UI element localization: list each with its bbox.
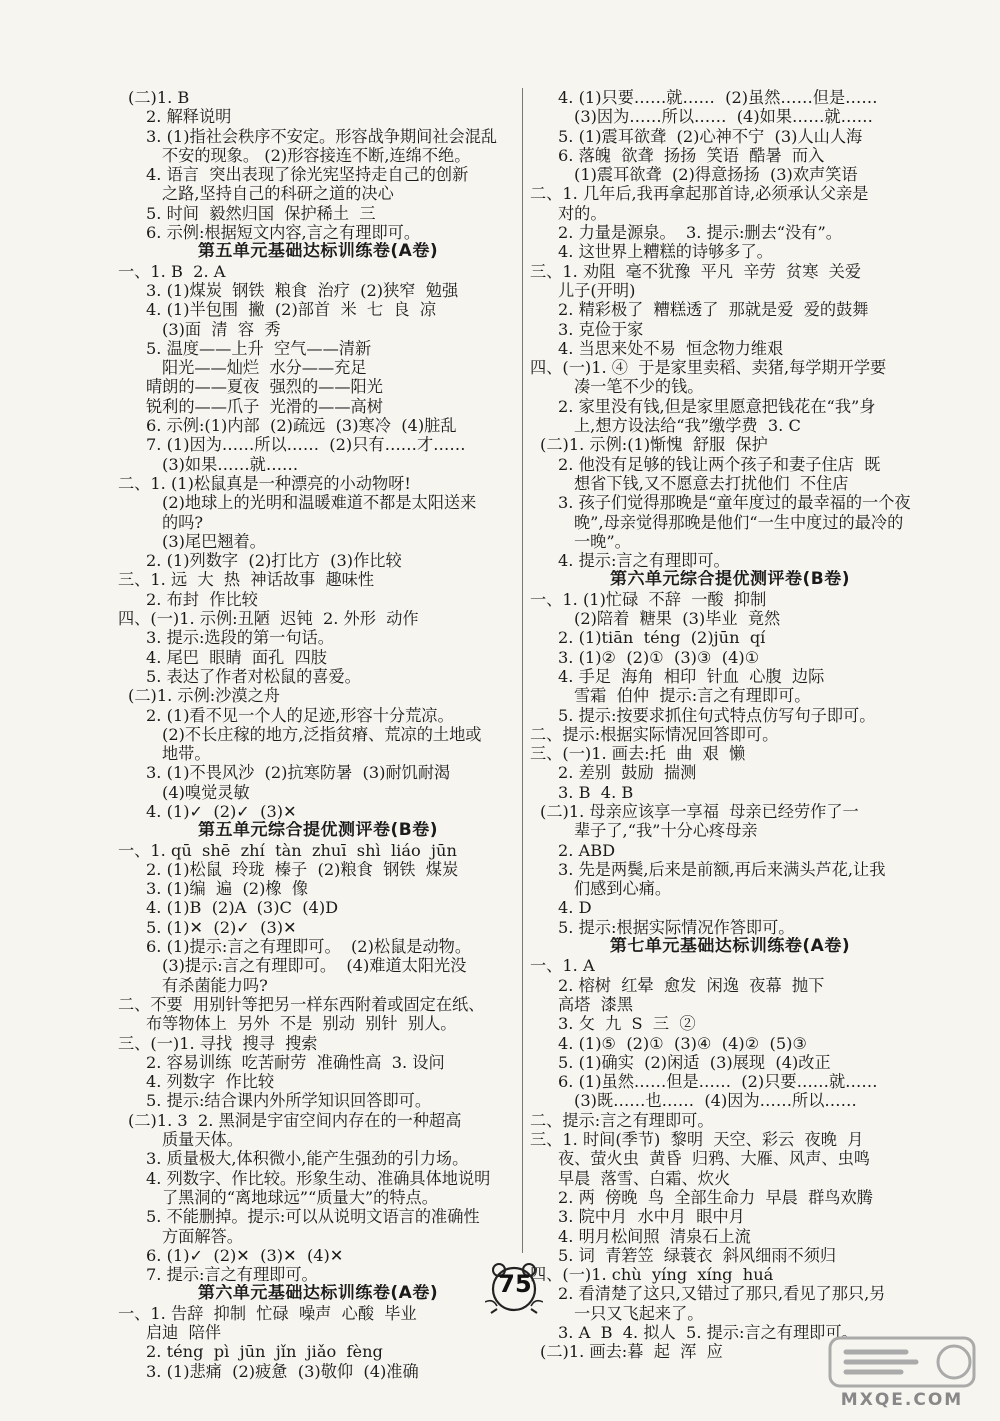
answer-line: 一、1. 告辞 抑制 忙碌 噪声 心酸 毕业	[118, 1303, 417, 1323]
answer-line: 4. D	[558, 898, 592, 918]
answer-line: 早晨 落雪、白霜、炊火	[558, 1168, 731, 1188]
answer-line: 了黑洞的“离地球远”“质量大”的特点。	[162, 1187, 438, 1207]
answer-line: 启迪 陪伴	[146, 1323, 222, 1342]
answer-line: 3. (1)指社会秩序不安定。形容战争期间社会混乱	[146, 126, 498, 146]
section-heading: 第五单元基础达标训练卷(A卷)	[197, 242, 439, 262]
answer-line: 凑一笔不少的钱。	[574, 377, 704, 397]
answer-line: 的吗?	[162, 512, 204, 532]
answer-line: 上,想方设法给“我”缴学费 3. C	[574, 416, 801, 436]
answer-line: 6. (1)虽然……但是…… (2)只要……就……	[558, 1072, 878, 1092]
watermark	[822, 1332, 982, 1412]
answer-line: 2. 差别 鼓励 揣测	[558, 763, 697, 783]
answer-line: 4. 列数字 作比较	[146, 1072, 275, 1092]
answer-line: 对的。	[558, 203, 607, 223]
answer-line: (二)1. B	[128, 88, 190, 107]
answer-line: (3)面 清 容 秀	[162, 319, 281, 339]
answer-line: 6. 落魄 欲聋 扬扬 笑语 酷暑 而入	[558, 145, 825, 165]
answer-line: 二、提示:言之有理即可。	[530, 1110, 714, 1130]
answer-line: 高塔 漆黑	[558, 994, 634, 1014]
answer-line: 5. (1)震耳欲聋 (2)心神不宁 (3)人山人海	[558, 126, 863, 146]
answer-line: 3. (1)悲痛 (2)疲惫 (3)敬仰 (4)准确	[146, 1361, 419, 1381]
answer-line: 二、不要 用别针等把另一样东西附着或固定在纸、	[118, 994, 485, 1014]
answer-line: (二)1. 示例:沙漠之舟	[128, 686, 280, 706]
answer-line: 二、1. 几年后,我再拿起那首诗,必须承认父亲是	[530, 184, 869, 204]
answer-line: 4. 手足 海角 相印 针血 心腹 边际	[558, 666, 825, 686]
answer-line: 一、1. (1)忙碌 不辞 一酸 抑制	[530, 589, 767, 609]
answer-line: 四、(一)1. chù yíng xíng huá	[530, 1265, 774, 1285]
answer-line: 有杀菌能力吗?	[162, 975, 268, 995]
answer-line: 2. 榕树 红晕 愈发 闲逸 夜幕 抛下	[558, 975, 825, 995]
answer-line: 2. (1)tiān téng (2)jūn qí	[558, 628, 766, 648]
answer-line: 4. 语言 突出表现了徐光宪坚持走自己的创新	[146, 165, 469, 185]
answer-line: 3. B 4. B	[558, 782, 634, 802]
answer-line: 之路,坚持自己的科研之道的决心	[162, 184, 394, 204]
answer-line: 三、1. 时间(季节) 黎明 天空、彩云 夜晚 月	[530, 1130, 864, 1150]
answer-line: (1)震耳欲聋 (2)得意扬扬 (3)欢声笑语	[574, 165, 858, 185]
column-divider	[522, 88, 523, 1253]
answer-line: 不安的现象。 (2)形容接连不断,连绵不绝。	[162, 145, 471, 165]
answer-line: (二)1. 3 2. 黑洞是宇宙空间内存在的一种超高	[128, 1110, 462, 1130]
answer-line: 6. 示例:(1)内部 (2)疏远 (3)寒冷 (4)脏乱	[146, 416, 457, 436]
answer-line: 4. (1)半包围 撇 (2)部首 米 七 良 凉	[146, 300, 437, 320]
answer-line: 5. 温度——上升 空气——清新	[146, 338, 372, 358]
answer-line: 一、1. A	[530, 956, 595, 976]
answer-line: 5. 表达了作者对松鼠的喜爱。	[146, 666, 361, 686]
answer-line: 2. (1)松鼠 玲珑 榛子 (2)粮食 钢铁 煤炭	[146, 859, 459, 879]
answer-line: 晴朗的——夏夜 强烈的——阳光	[146, 377, 383, 397]
answer-line: (3)因为……所以…… (4)如果……就……	[574, 107, 873, 127]
answer-line: 方面解答。	[162, 1226, 243, 1246]
answer-line: 4. 这世界上糟糕的诗够多了。	[558, 242, 773, 262]
page-footer	[455, 1262, 565, 1322]
answer-line: (4)嗅觉灵敏	[162, 782, 250, 802]
section-heading: 第六单元基础达标训练卷(A卷)	[197, 1284, 439, 1304]
answer-line: 2. ABD	[558, 840, 616, 860]
answer-line: 3. (1)② (2)① (3)③ (4)①	[558, 647, 760, 667]
answer-line: (二)1. 示例:(1)惭愧 舒服 保护	[540, 435, 768, 455]
answer-line: 4. 提示:言之有理即可。	[558, 551, 730, 571]
page-number: 75	[498, 1270, 532, 1298]
answer-line: 5. 提示:结合课内外所学知识回答即可。	[146, 1091, 432, 1111]
answer-line: (3)提示:言之有理即可。 (4)难道太阳光没	[162, 956, 467, 976]
answer-line: 一晚”。	[574, 531, 631, 551]
answer-line: 2. (1)看不见一个人的足迹,形容十分荒凉。	[146, 705, 454, 725]
answer-line: 3. 孩子们觉得那晚是“童年度过的最幸福的一个夜	[558, 493, 911, 513]
answer-line: 4. (1)只要……就…… (2)虽然……但是……	[558, 88, 878, 107]
answer-line: 3. (1)煤炭 钢铁 粮食 治疗 (2)狭窄 勉强	[146, 280, 459, 300]
answer-line: (二)1. 画去:暮 起 浑 应	[540, 1342, 723, 1362]
answer-line: 雪霜 伯仲 提示:言之有理即可。	[574, 686, 811, 706]
answer-line: 一只又飞起来了。	[574, 1303, 704, 1323]
answer-line: 三、(一)1. 画去:托 曲 艰 懒	[530, 744, 746, 764]
answer-line: 想省下钱,又不愿意去打扰他们 不住店	[574, 473, 849, 493]
section-heading: 第七单元基础达标训练卷(A卷)	[609, 937, 851, 957]
answer-line: 3. A B 4. 拟人 5. 提示:言之有理即可。	[558, 1323, 858, 1342]
answer-line: 三、1. 劝阻 毫不犹豫 平凡 辛劳 贫寒 关爱	[530, 261, 862, 281]
answer-line: 一、1. qū shē zhí tàn zhuī shì liáo jūn	[118, 840, 457, 860]
answer-line: 5. 时间 毅然归国 保护稀土 三	[146, 203, 376, 223]
answer-line: 2. 家里没有钱,但是家里愿意把钱花在“我”身	[558, 396, 876, 416]
watermark-logo-icon	[822, 1332, 982, 1392]
answer-line: 地带。	[162, 744, 211, 764]
answer-line: 夜、萤火虫 黄昏 归鸦、大雁、风声、虫鸣	[558, 1149, 870, 1169]
answer-line: 2. 精彩极了 糟糕透了 那就是爱 爱的鼓舞	[558, 300, 869, 320]
answer-line: 二、提示:根据实际情况回答即可。	[530, 724, 779, 744]
answer-line: 3. 提示:选段的第一句话。	[146, 628, 334, 648]
answer-line: (2)地球上的光明和温暖难道不都是太阳送来	[162, 493, 477, 513]
answer-line: 4. 列数字、作比较。形象生动、准确具体地说明	[146, 1168, 491, 1188]
answer-line: 辈子了,“我”十分心疼母亲	[574, 821, 758, 841]
answer-line: 2. 力量是源泉。 3. 提示:删去“没有”。	[558, 223, 842, 243]
answer-line: 7. 提示:言之有理即可。	[146, 1265, 318, 1285]
answer-line: 3. 先是两鬓,后来是前额,再后来满头芦花,让我	[558, 859, 886, 879]
answer-line: 四、(一)1. 示例:丑陋 迟钝 2. 外形 动作	[118, 609, 419, 629]
section-heading: 第五单元综合提优测评卷(B卷)	[198, 821, 438, 841]
answer-line: 4. 尾巴 眼睛 面孔 四肢	[146, 647, 327, 667]
answer-line: 4. 当思来处不易 恒念物力维艰	[558, 338, 784, 358]
answer-line: 4. (1)B (2)A (3)C (4)D	[146, 898, 339, 918]
answer-line: 们感到心痛。	[574, 879, 672, 899]
answer-line: 6. (1)✓ (2)✕ (3)✕ (4)✕	[146, 1245, 344, 1265]
left-answer-column	[118, 88, 518, 1381]
answer-line: 4. 明月松间照 清泉石上流	[558, 1226, 751, 1246]
answer-line: 2. 容易训练 吃苦耐劳 准确性高 3. 设问	[146, 1052, 445, 1072]
answer-line: 布等物体上 另外 不是 别动 别针 别人。	[146, 1014, 457, 1034]
answer-line: 3. 攵 九 S 三 ②	[558, 1014, 696, 1034]
watermark-text: MXQE.COM	[840, 1390, 964, 1410]
answer-line: (3)如果……就……	[162, 454, 299, 474]
answer-line: (2)不长庄稼的地方,泛指贫瘠、荒凉的土地或	[162, 724, 482, 744]
answer-line: 6. (1)提示:言之有理即可。 (2)松鼠是动物。	[146, 937, 472, 957]
right-answer-column	[530, 88, 930, 1362]
answer-line: (3)既……也…… (4)因为……所以……	[574, 1091, 857, 1111]
answer-line: 2. 他没有足够的钱让两个孩子和妻子住店 既	[558, 454, 881, 474]
answer-line: 3. 克俭于家	[558, 319, 644, 339]
answer-line: 2. téng pì jūn jǐn jiǎo fèng	[146, 1342, 383, 1362]
answer-line: 2. 布封 作比较	[146, 589, 258, 609]
answer-line: 7. (1)因为……所以…… (2)只有……才……	[146, 435, 466, 455]
answer-line: 5. 不能删掉。提示:可以从说明文语言的准确性	[146, 1207, 480, 1227]
answer-line: 质量天体。	[162, 1130, 243, 1150]
answer-line: 儿子(开明)	[558, 280, 636, 300]
answer-line: 2. 看清楚了这只,又错过了那只,看见了那只,另	[558, 1284, 886, 1304]
answer-line: 锐利的——爪子 光滑的——高树	[146, 396, 383, 416]
answer-line: 6. 示例:根据短文内容,言之有理即可。	[146, 223, 421, 243]
answer-line: 一、1. B 2. A	[118, 261, 226, 281]
answer-line: (2)陪着 糖果 (3)毕业 竟然	[574, 609, 781, 629]
answer-line: 四、(一)1. ④ 于是家里卖稻、卖猪,每学期开学要	[530, 358, 887, 378]
answer-line: 4. (1)✓ (2)✓ (3)✕	[146, 801, 297, 821]
answer-line: 3. (1)不畏风沙 (2)抗寒防暑 (3)耐饥耐渴	[146, 763, 451, 783]
answer-line: 三、(一)1. 寻找 搜寻 搜索	[118, 1033, 318, 1053]
answer-line: 2. 解释说明	[146, 107, 232, 127]
answer-line: 5. 提示:按要求抓住句式特点仿写句子即可。	[558, 705, 876, 725]
answer-line: 5. 词 青箬笠 绿蓑衣 斜风细雨不须归	[558, 1245, 837, 1265]
answer-line: (3)尾巴翘着。	[162, 531, 266, 551]
section-heading: 第六单元综合提优测评卷(B卷)	[610, 570, 850, 590]
answer-line: 三、1. 远 大 热 神话故事 趣味性	[118, 570, 375, 590]
answer-line: 2. (1)列数字 (2)打比方 (3)作比较	[146, 551, 402, 571]
answer-line: 5. (1)确实 (2)闲适 (3)展现 (4)改正	[558, 1052, 831, 1072]
answer-line: 5. 提示:根据实际情况作答即可。	[558, 917, 795, 937]
answer-line: 2. 两 傍晚 鸟 全部生命力 早晨 群鸟欢腾	[558, 1187, 873, 1207]
answer-line: 二、1. (1)松鼠真是一种漂亮的小动物呀!	[118, 473, 411, 493]
answer-line: 晚”,母亲觉得那晚是他们“一生中度过的最冷的	[574, 512, 904, 532]
answer-line: 3. 院中月 水中月 眼中月	[558, 1207, 745, 1227]
answer-line: 3. (1)编 遍 (2)橡 像	[146, 879, 309, 899]
answer-line: 4. (1)⑤ (2)① (3)④ (4)② (5)③	[558, 1033, 807, 1053]
answer-line: 3. 质量极大,体积微小,能产生强劲的引力场。	[146, 1149, 469, 1169]
answer-line: (二)1. 母亲应该享一享福 母亲已经劳作了一	[540, 801, 859, 821]
answer-line: 阳光——灿烂 水分——充足	[162, 358, 367, 378]
answer-line: 5. (1)✕ (2)✓ (3)✕	[146, 917, 297, 937]
